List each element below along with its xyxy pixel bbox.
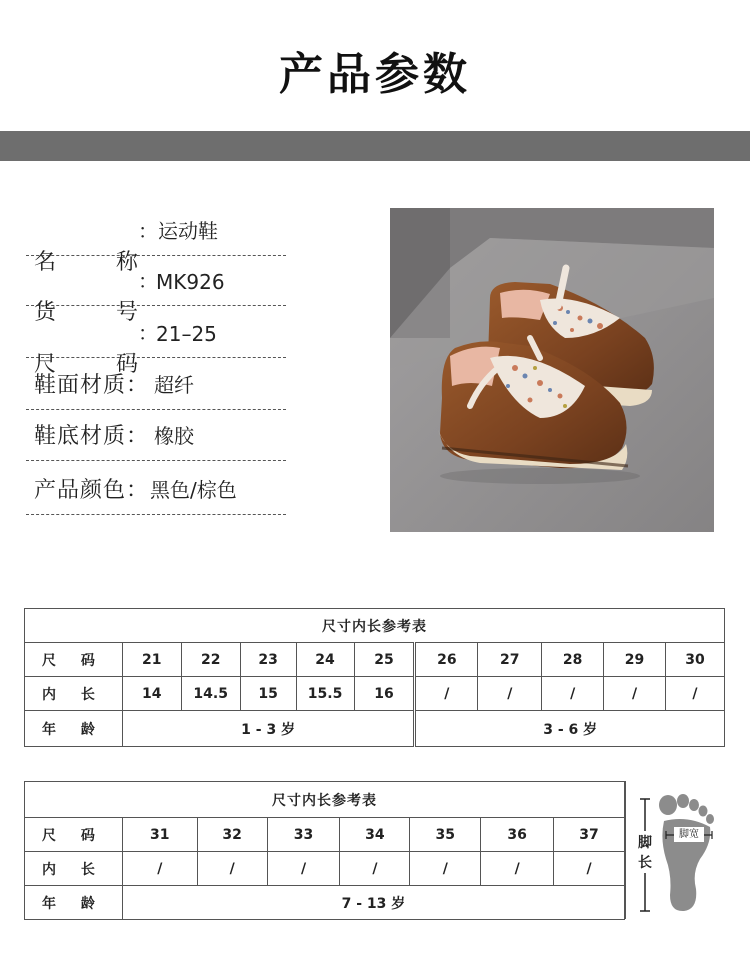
table-row-age — [25, 711, 725, 747]
inner-length-cell: / — [481, 852, 554, 886]
size-cell: 31 — [122, 818, 197, 852]
shoe-illustration — [390, 208, 714, 532]
spec-row-sole — [26, 410, 286, 461]
foot-length-label: 脚长 — [638, 835, 652, 871]
size-cell: 21 — [122, 643, 181, 677]
inner-length-cell: / — [410, 852, 481, 886]
size-cell: 25 — [354, 643, 415, 677]
size-cell: 27 — [478, 643, 542, 677]
spec-colon: ： — [126, 424, 150, 449]
spec-row-name — [26, 205, 286, 275]
spec-value: MK926 — [156, 270, 225, 294]
spec-label: 产品颜色 — [34, 478, 127, 503]
inner-length-cell: / — [478, 677, 542, 711]
inner-length-cell: 15 — [240, 677, 296, 711]
spec-colon: ： — [126, 478, 150, 503]
foot-width-label: 脚宽 — [679, 829, 699, 840]
size-cell: 24 — [296, 643, 354, 677]
inner-length-cell: / — [415, 677, 478, 711]
header-divider-band — [0, 131, 750, 161]
product-photo — [390, 208, 714, 532]
spec-label: 鞋底材质 — [34, 424, 127, 449]
row-header: 内 长 — [25, 677, 123, 711]
spec-colon: ： — [138, 321, 158, 345]
spec-colon: ： — [138, 269, 158, 293]
inner-length-cell: / — [604, 677, 666, 711]
inner-length-cell: 16 — [354, 677, 415, 711]
size-cell: 32 — [197, 818, 267, 852]
spec-value: 黑色/棕色 — [150, 478, 237, 502]
spec-label-char: 货 — [34, 300, 57, 325]
table-row-size — [25, 818, 625, 852]
table-row-inner — [25, 852, 625, 886]
size-cell: 23 — [240, 643, 296, 677]
row-header: 内 长 — [25, 852, 123, 886]
age-cell: 3 - 6 岁 — [415, 711, 725, 747]
age-cell: 7 - 13 岁 — [122, 886, 624, 920]
spec-value: 超纤 — [154, 373, 194, 397]
spec-row-upper — [26, 359, 286, 410]
size-cell: 37 — [554, 818, 625, 852]
inner-length-cell: / — [267, 852, 340, 886]
inner-length-cell: / — [542, 677, 604, 711]
size-cell: 22 — [181, 643, 240, 677]
inner-length-cell: / — [122, 852, 197, 886]
size-chart-table-1 — [24, 608, 725, 747]
spec-row-code — [26, 255, 286, 325]
spec-label-char: 称 — [116, 250, 139, 275]
foot-measure-diagram — [625, 781, 725, 919]
spec-value: 21–25 — [156, 322, 217, 346]
size-cell: 34 — [340, 818, 410, 852]
inner-length-cell: 14.5 — [181, 677, 240, 711]
age-cell: 1 - 3 岁 — [122, 711, 415, 747]
spec-colon: ： — [138, 219, 158, 243]
size-cell: 26 — [415, 643, 478, 677]
size-cell: 29 — [604, 643, 666, 677]
inner-length-cell: / — [665, 677, 724, 711]
spec-label: 鞋面材质 — [34, 373, 127, 398]
row-header: 年 龄 — [25, 711, 123, 747]
spec-row-color — [26, 464, 286, 515]
inner-length-cell: / — [554, 852, 625, 886]
size-cell: 36 — [481, 818, 554, 852]
spec-value: 橡胶 — [154, 424, 194, 448]
spec-value: 运动鞋 — [158, 219, 218, 243]
size-cell: 28 — [542, 643, 604, 677]
size-cell: 35 — [410, 818, 481, 852]
spec-label-char: 名 — [34, 250, 57, 275]
inner-length-cell: 15.5 — [296, 677, 354, 711]
table-caption: 尺寸内长参考表 — [25, 609, 725, 643]
size-chart-table-2 — [24, 781, 625, 920]
spec-label-char: 尺 — [34, 352, 57, 377]
size-cell: 30 — [665, 643, 724, 677]
table-row-age — [25, 886, 625, 920]
inner-length-cell: / — [197, 852, 267, 886]
spec-label-char: 号 — [116, 300, 139, 325]
table-row-size — [25, 643, 725, 677]
table-row-inner — [25, 677, 725, 711]
spec-row-size — [26, 307, 286, 377]
spec-label-char: 码 — [116, 352, 139, 377]
row-header: 年 龄 — [25, 886, 123, 920]
table-caption: 尺寸内长参考表 — [25, 782, 625, 818]
row-header: 尺 码 — [25, 643, 123, 677]
inner-length-cell: 14 — [122, 677, 181, 711]
inner-length-cell: / — [340, 852, 410, 886]
row-header: 尺 码 — [25, 818, 123, 852]
page-title: 产品参数 — [279, 49, 471, 100]
size-cell: 33 — [267, 818, 340, 852]
spec-colon: ： — [126, 373, 150, 398]
